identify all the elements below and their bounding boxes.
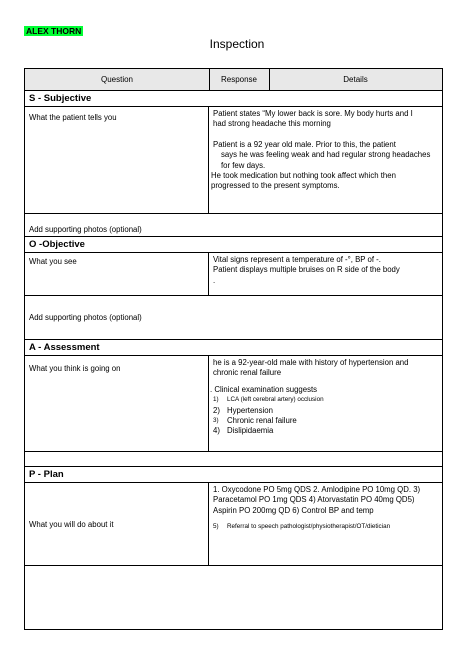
- list-item: 2) Hypertension: [213, 405, 273, 415]
- section-title-assessment: A - Assessment: [25, 339, 442, 355]
- assessment-spacer-row: [25, 451, 442, 466]
- section-title-plan: P - Plan: [25, 466, 442, 482]
- header-question: Question: [100, 75, 134, 84]
- list-item: 5) Referral to speech pathologist/physiotherapist/OT/dietician: [213, 523, 391, 531]
- objective-row: [25, 252, 442, 295]
- response-line: chronic renal failure: [213, 368, 282, 378]
- response-line: Aspirin PO 200mg QD 6) Control BP and temp: [213, 505, 374, 515]
- plan-question: What you will do about it: [25, 483, 209, 565]
- subjective-photos-row[interactable]: Add supporting photos (optional): [25, 213, 442, 236]
- student-name-badge: ALEX THORN: [26, 26, 82, 36]
- list-item: 4) Dislipidaemia: [213, 426, 274, 436]
- response-line: progressed to the present symptoms.: [211, 181, 340, 191]
- soap-table: [24, 68, 443, 630]
- section-title-objective: O -Objective: [25, 236, 442, 252]
- assessment-question: What you think is going on: [25, 356, 209, 451]
- subjective-row: [25, 106, 442, 213]
- response-line: says he was feeling weak and had regular strong headaches: [221, 150, 431, 160]
- response-line: Patient is a 92 year old male. Prior to this, the patient: [213, 139, 396, 149]
- plan-response[interactable]: [209, 483, 442, 565]
- subjective-question: What the patient tells you: [25, 107, 209, 213]
- objective-response[interactable]: [209, 253, 442, 295]
- assessment-row: [25, 355, 442, 451]
- diagnosis-list: [213, 395, 438, 437]
- response-line: .: [213, 275, 216, 285]
- response-line: 1. Oxycodone PO 5mg QDS 2. Amlodipine PO 10mg QD. 3): [213, 485, 421, 494]
- response-line: Vital signs represent a temperature of -°, BP of -.: [213, 255, 381, 264]
- list-item: 3) Chronic renal failure: [213, 416, 297, 426]
- plan-row: [25, 482, 442, 565]
- assessment-response[interactable]: [209, 356, 442, 451]
- list-item: 1) LCA (left cerebral artery) occlusion: [213, 396, 324, 404]
- objective-question: What you see: [25, 253, 209, 295]
- response-line: He took medication but nothing took affect which then: [211, 171, 396, 181]
- objective-photos-row[interactable]: Add supporting photos (optional): [25, 295, 442, 339]
- plan-list: [213, 522, 438, 532]
- table-header-row: [25, 68, 442, 90]
- response-line: Patient states “My lower back is sore. My body hurts and I: [213, 109, 413, 118]
- plan-spacer-row: [25, 565, 442, 629]
- response-line: Paracetamol PO 1mg QDS 4) Atorvastatin PO 40mg QD5): [213, 495, 415, 505]
- header-details: Details: [343, 75, 368, 84]
- section-title-subjective: S - Subjective: [25, 90, 442, 106]
- response-line: he is a 92-year-old male with history of hypertension and: [213, 358, 409, 367]
- response-line: . Clinical examination suggests: [210, 384, 318, 394]
- response-line: Patient displays multiple bruises on R side of the body: [213, 265, 400, 275]
- header-response: Response: [220, 75, 258, 84]
- subjective-response[interactable]: [209, 107, 442, 213]
- response-line: for few days.: [221, 160, 266, 170]
- page-title: Inspection: [209, 37, 265, 51]
- response-line: had strong headache this morning: [213, 119, 331, 129]
